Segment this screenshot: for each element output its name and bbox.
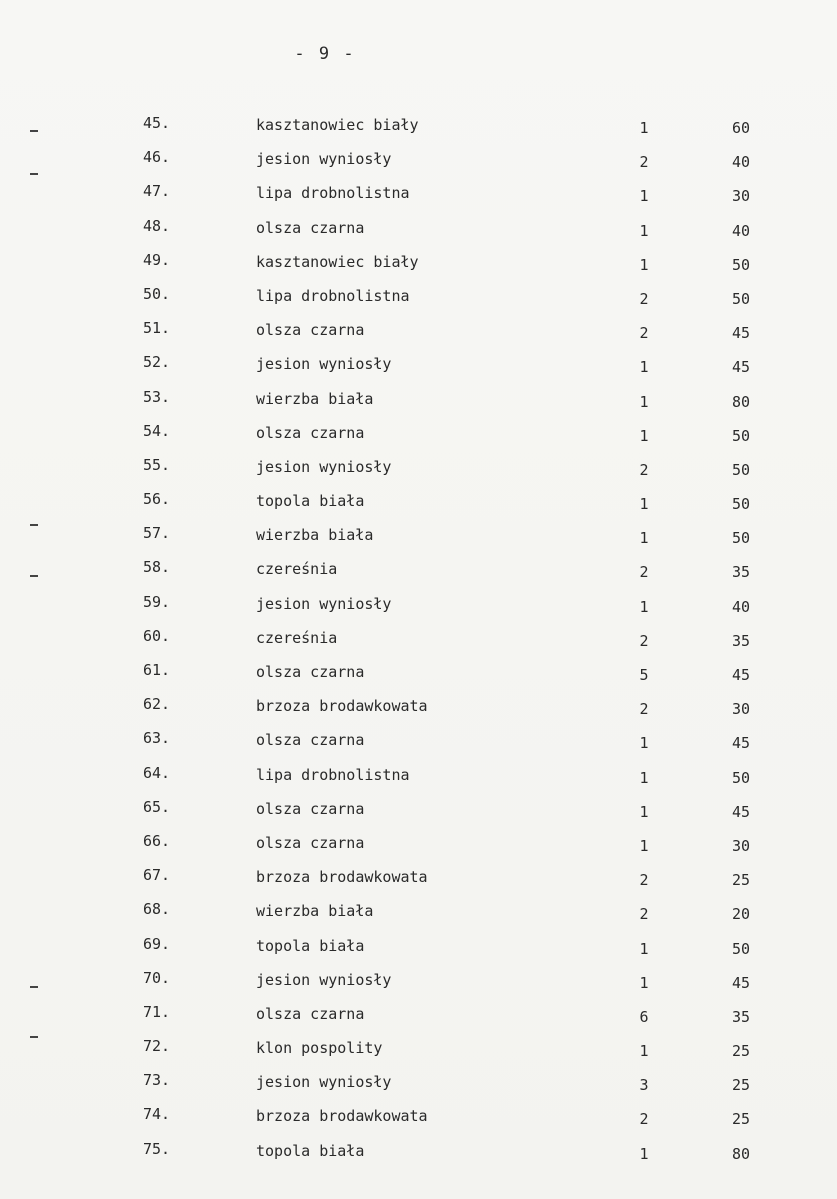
tree-value: 25 <box>731 1110 751 1129</box>
tree-count: 1 <box>639 187 649 206</box>
tree-count: 3 <box>639 1076 649 1095</box>
table-row <box>0 557 837 591</box>
table-row <box>0 1139 837 1173</box>
tree-count: 1 <box>639 426 649 445</box>
row-number: 69. <box>143 934 171 953</box>
table-row <box>0 113 837 147</box>
margin-mark <box>30 1036 38 1038</box>
species-name: olsza czarna <box>256 731 365 750</box>
tree-count: 1 <box>639 529 649 548</box>
table-row <box>0 626 837 660</box>
table-row <box>0 387 837 421</box>
tree-count: 6 <box>639 1007 649 1026</box>
table-row <box>0 1104 837 1138</box>
species-name: brzoza brodawkowata <box>256 868 428 887</box>
page-number: - 9 - <box>294 44 356 64</box>
tree-count: 2 <box>639 700 649 719</box>
species-name: jesion wyniosły <box>256 355 392 374</box>
species-name: olsza czarna <box>256 218 365 237</box>
tree-value: 35 <box>731 631 751 650</box>
table-row <box>0 899 837 933</box>
row-number: 51. <box>143 319 171 338</box>
row-number: 68. <box>143 900 171 919</box>
table-row <box>0 352 837 386</box>
tree-value: 80 <box>731 1144 751 1163</box>
tree-value: 50 <box>731 495 751 514</box>
row-number: 56. <box>143 490 171 509</box>
tree-count: 1 <box>639 734 649 753</box>
species-name: olsza czarna <box>256 799 365 818</box>
tree-value: 45 <box>731 973 751 992</box>
table-row <box>0 250 837 284</box>
tree-value: 35 <box>731 563 751 582</box>
row-number: 71. <box>143 1002 171 1021</box>
tree-value: 50 <box>731 939 751 958</box>
tree-value: 45 <box>731 734 751 753</box>
tree-value: 80 <box>731 392 751 411</box>
table-row <box>0 797 837 831</box>
tree-count: 1 <box>639 939 649 958</box>
table-row <box>0 968 837 1002</box>
row-number: 72. <box>143 1037 171 1056</box>
species-name: jesion wyniosły <box>256 1073 392 1092</box>
tree-count: 2 <box>639 1110 649 1129</box>
species-name: jesion wyniosły <box>256 970 392 989</box>
tree-count: 2 <box>639 905 649 924</box>
tree-value: 45 <box>731 802 751 821</box>
species-name: olsza czarna <box>256 321 365 340</box>
table-row <box>0 216 837 250</box>
row-number: 48. <box>143 216 171 235</box>
tree-value: 40 <box>731 221 751 240</box>
row-number: 55. <box>143 455 171 474</box>
tree-count: 2 <box>639 289 649 308</box>
tree-count: 1 <box>639 768 649 787</box>
row-number: 73. <box>143 1071 171 1090</box>
species-name: kasztanowiec biały <box>256 116 419 134</box>
margin-mark <box>30 986 38 988</box>
tree-value: 50 <box>731 768 751 787</box>
species-name: czereśnia <box>256 560 338 579</box>
row-number: 62. <box>143 695 171 714</box>
tree-value: 40 <box>731 597 751 616</box>
table-row <box>0 831 837 865</box>
row-number: 63. <box>143 729 171 748</box>
tree-value: 45 <box>731 324 751 343</box>
row-number: 67. <box>143 866 171 885</box>
tree-count: 1 <box>639 358 649 377</box>
table-row <box>0 421 837 455</box>
table-row <box>0 1002 837 1036</box>
tree-value: 30 <box>731 836 751 855</box>
species-name: lipa drobnolistna <box>256 184 410 203</box>
row-number: 61. <box>143 661 171 679</box>
tree-count: 1 <box>639 836 649 855</box>
row-number: 65. <box>143 797 171 816</box>
tree-count: 1 <box>639 255 649 274</box>
species-name: brzoza brodawkowata <box>256 697 428 716</box>
species-name: wierzba biała <box>256 526 374 545</box>
table-row <box>0 318 837 352</box>
species-name: jesion wyniosły <box>256 150 392 169</box>
tree-count: 2 <box>639 563 649 582</box>
table-row <box>0 455 837 489</box>
table-row <box>0 660 837 694</box>
tree-value: 30 <box>731 187 751 206</box>
species-name: wierzba biała <box>256 902 374 921</box>
margin-mark <box>30 173 38 175</box>
tree-count: 1 <box>639 973 649 992</box>
row-number: 70. <box>143 968 171 987</box>
margin-mark <box>30 575 38 577</box>
row-number: 45. <box>143 114 171 132</box>
table-row <box>0 523 837 557</box>
species-name: olsza czarna <box>256 1004 365 1023</box>
tree-value: 35 <box>731 1007 751 1026</box>
margin-mark <box>30 524 38 526</box>
table-row <box>0 1070 837 1104</box>
tree-value: 50 <box>731 529 751 548</box>
table-row <box>0 592 837 626</box>
species-name: olsza czarna <box>256 423 365 442</box>
tree-count: 2 <box>639 324 649 343</box>
row-number: 57. <box>143 524 171 543</box>
tree-value: 60 <box>731 119 751 137</box>
species-name: kasztanowiec biały <box>256 252 419 271</box>
species-name: olsza czarna <box>256 833 365 852</box>
tree-value: 40 <box>731 153 751 172</box>
row-number: 60. <box>143 626 171 645</box>
tree-count: 2 <box>639 631 649 650</box>
species-name: topola biała <box>256 1141 365 1160</box>
species-name: topola biała <box>256 936 365 955</box>
tree-count: 2 <box>639 153 649 172</box>
tree-count: 5 <box>639 666 649 684</box>
tree-count: 2 <box>639 460 649 479</box>
row-number: 59. <box>143 592 171 611</box>
table-row <box>0 489 837 523</box>
tree-value: 25 <box>731 871 751 890</box>
species-name: jesion wyniosły <box>256 457 392 476</box>
tree-value: 50 <box>731 255 751 274</box>
row-number: 46. <box>143 148 171 167</box>
table-row <box>0 147 837 181</box>
species-name: wierzba biała <box>256 389 374 408</box>
tree-count: 1 <box>639 392 649 411</box>
species-name: czereśnia <box>256 628 338 647</box>
tree-value: 20 <box>731 905 751 924</box>
row-number: 52. <box>143 353 171 372</box>
row-number: 47. <box>143 182 171 201</box>
row-number: 75. <box>143 1139 171 1158</box>
tree-count: 2 <box>639 871 649 890</box>
tree-value: 25 <box>731 1076 751 1095</box>
tree-count: 1 <box>639 802 649 821</box>
row-number: 50. <box>143 284 171 303</box>
row-number: 74. <box>143 1105 171 1124</box>
margin-mark <box>30 130 38 132</box>
tree-value: 50 <box>731 460 751 479</box>
table-row <box>0 284 837 318</box>
table-row <box>0 728 837 762</box>
tree-value: 25 <box>731 1042 751 1061</box>
species-name: klon pospolity <box>256 1039 383 1058</box>
tree-count: 1 <box>639 221 649 240</box>
row-number: 49. <box>143 250 171 269</box>
species-name: olsza czarna <box>256 663 365 681</box>
species-name: brzoza brodawkowata <box>256 1107 428 1126</box>
species-name: lipa drobnolistna <box>256 286 410 305</box>
row-number: 64. <box>143 763 171 782</box>
tree-list <box>0 113 837 1173</box>
tree-value: 45 <box>731 358 751 377</box>
species-name: lipa drobnolistna <box>256 765 410 784</box>
tree-value: 45 <box>731 666 751 684</box>
table-row <box>0 934 837 968</box>
tree-count: 1 <box>639 1144 649 1163</box>
tree-count: 1 <box>639 597 649 616</box>
table-row <box>0 865 837 899</box>
row-number: 66. <box>143 831 171 850</box>
row-number: 54. <box>143 421 171 440</box>
row-number: 58. <box>143 558 171 577</box>
tree-count: 1 <box>639 495 649 514</box>
table-row <box>0 763 837 797</box>
species-name: topola biała <box>256 492 365 511</box>
table-row <box>0 181 837 215</box>
tree-count: 1 <box>639 1042 649 1061</box>
species-name: jesion wyniosły <box>256 594 392 613</box>
tree-value: 50 <box>731 289 751 308</box>
table-row <box>0 694 837 728</box>
tree-value: 30 <box>731 700 751 719</box>
tree-value: 50 <box>731 426 751 445</box>
row-number: 53. <box>143 387 171 406</box>
table-row <box>0 1036 837 1070</box>
tree-count: 1 <box>639 119 649 137</box>
